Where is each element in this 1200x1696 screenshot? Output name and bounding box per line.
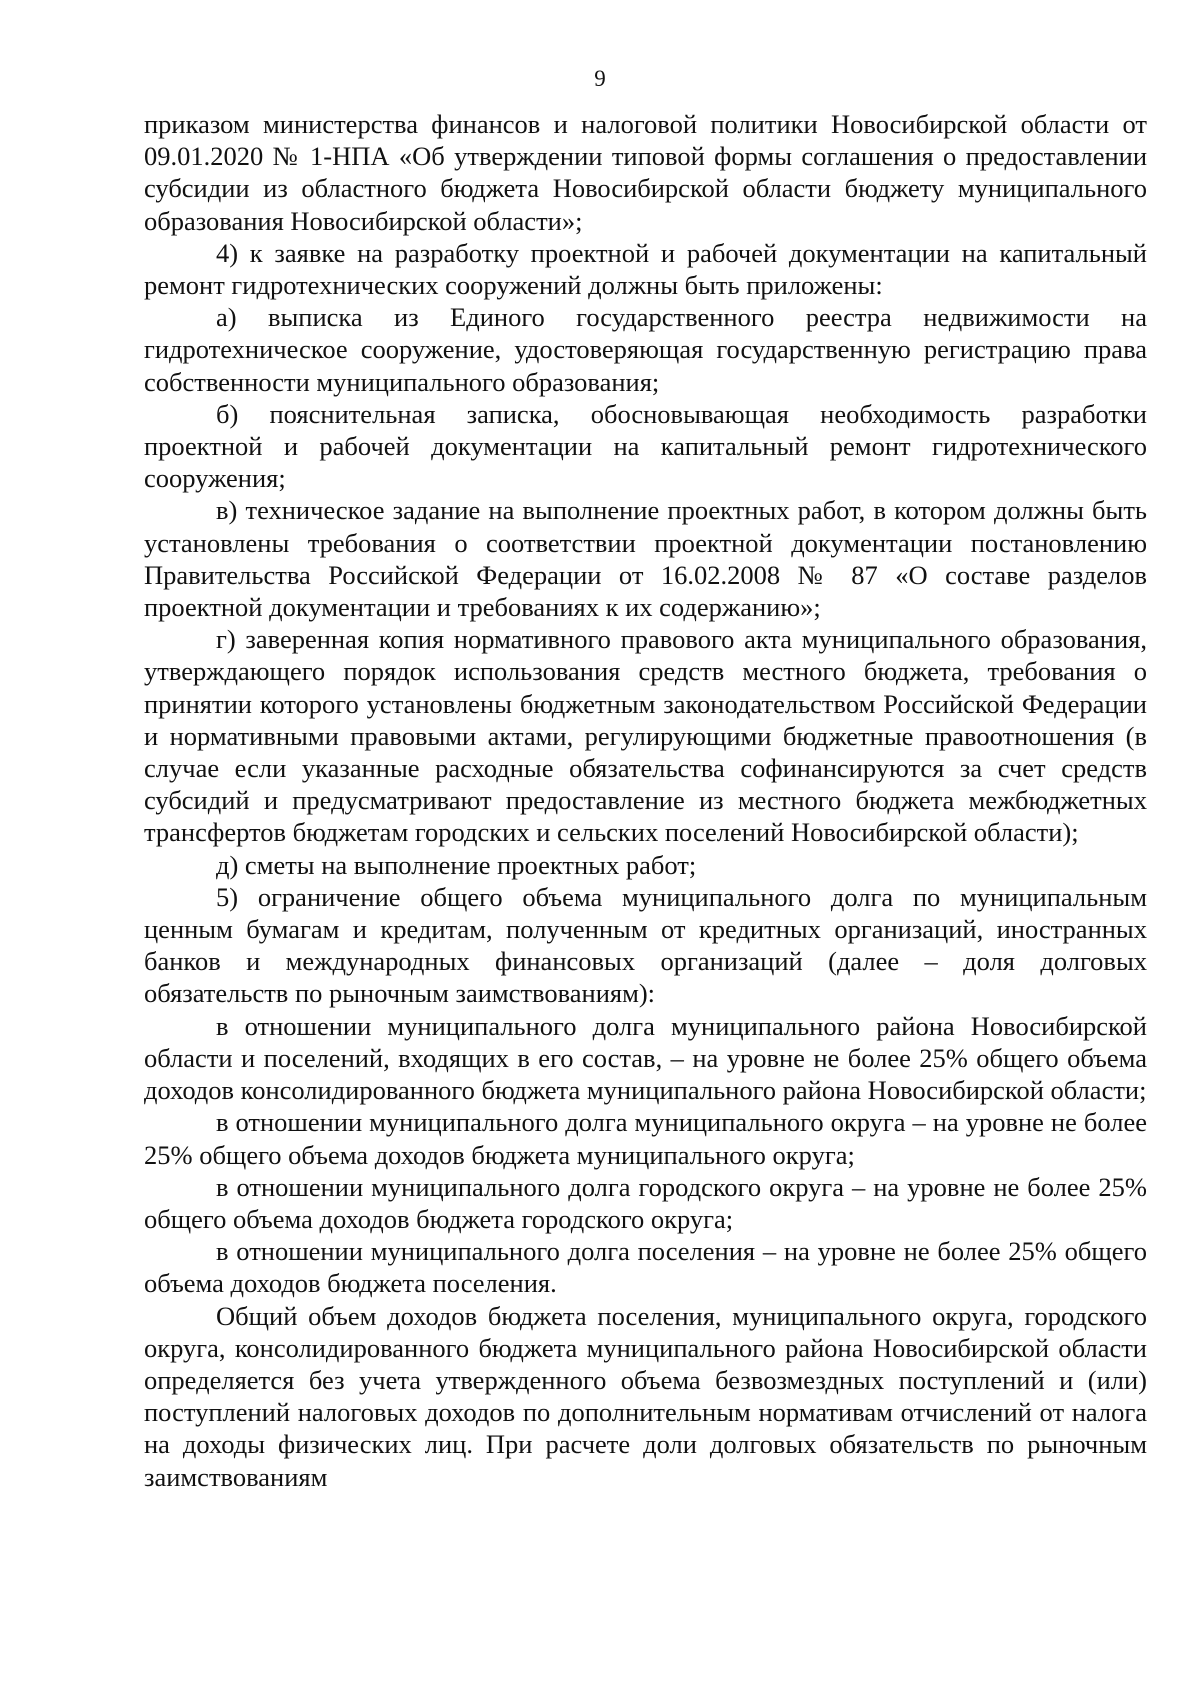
paragraph-item-4b: б) пояснительная записка, обосновывающая необходимость разработки проектной и рабочей документации на капитальный ремонт гидротехнического сооружения; (144, 398, 1147, 494)
paragraph-debt-city-okrug: в отношении муниципального долга городского округа – на уровне не более 25% общего объема доходов бюджета городского округа; (144, 1171, 1147, 1234)
paragraph-debt-district: в отношении муниципального долга муниципального района Новосибирской области и поселений, входящих в его состав, – на уровне не более 25% общего объема доходов консолидированного бюджета муниципального района Новосибирской области; (144, 1010, 1147, 1106)
paragraph-item-4g: г) заверенная копия нормативного правового акта муниципального образования, утверждающего порядок использования средств местного бюджета, требования о принятии которого установлены бюджетным законодательством Российской Федерации и нормативными правовыми актами, регулирующими бюджетные правоотношения (в случае если указанные расходные обязательства софинансируются за счет средств субсидий и предусматривают предоставление из местного бюджета межбюджетных трансфертов бюджетам городских и сельских поселений Новосибирской области); (144, 624, 1147, 848)
page-number: 9 (594, 66, 606, 91)
paragraph-item-4a: а) выписка из Единого государственного реестра недвижимости на гидротехническое сооружение, удостоверяющая государственную регистрацию права собственности муниципального образования; (144, 302, 1147, 397)
paragraph-item-4-intro: 4) к заявке на разработку проектной и рабочей документации на капитальный ремонт гидротехнических сооружений должны быть приложены: (144, 237, 1147, 301)
paragraph-debt-municipal-okrug: в отношении муниципального долга муниципального округа – на уровне не более 25% общего объема доходов бюджета муниципального округа; (144, 1107, 1147, 1170)
paragraph-total-revenue: Общий объем доходов бюджета поселения, муниципального округа, городского округа, консолидированного бюджета муниципального района Новосибирской области определяется без учета утвержденного объема безвозмездных поступлений и (или) поступлений налоговых доходов по дополнительным нормативам отчислений от налога на доходы физических лиц. При расчете доли долговых обязательств по рыночным заимствованиям (144, 1300, 1147, 1492)
document-body (144, 108, 1147, 1493)
paragraph-item-5-intro: 5) ограничение общего объема муниципального долга по муниципальным ценным бумагам и кредитам, полученным от кредитных организаций, иностранных банков и международных финансовых организаций (далее – доля долговых обязательств по рыночным заимствованиям): (144, 881, 1147, 1009)
paragraph-debt-settlement: в отношении муниципального долга поселения – на уровне не более 25% общего объема доходов бюджета поселения. (144, 1236, 1147, 1299)
paragraph-order-reference: приказом министерства финансов и налоговой политики Новосибирской области от 09.01.2020 № 1-НПА «Об утверждении типовой формы соглашения о предоставлении субсидии из областного бюджета Новосибирской области бюджету муниципального образования Новосибирской области»; (144, 109, 1147, 236)
paragraph-item-4v: в) техническое задание на выполнение проектных работ, в котором должны быть установлены требования о соответствии проектной документации постановлению Правительства Российской Федерации от 16.02.2008 № 87 «О составе разделов проектной документации и требованиях к их содержанию»; (144, 495, 1147, 623)
paragraph-item-4d: д) сметы на выполнение проектных работ; (216, 849, 697, 880)
